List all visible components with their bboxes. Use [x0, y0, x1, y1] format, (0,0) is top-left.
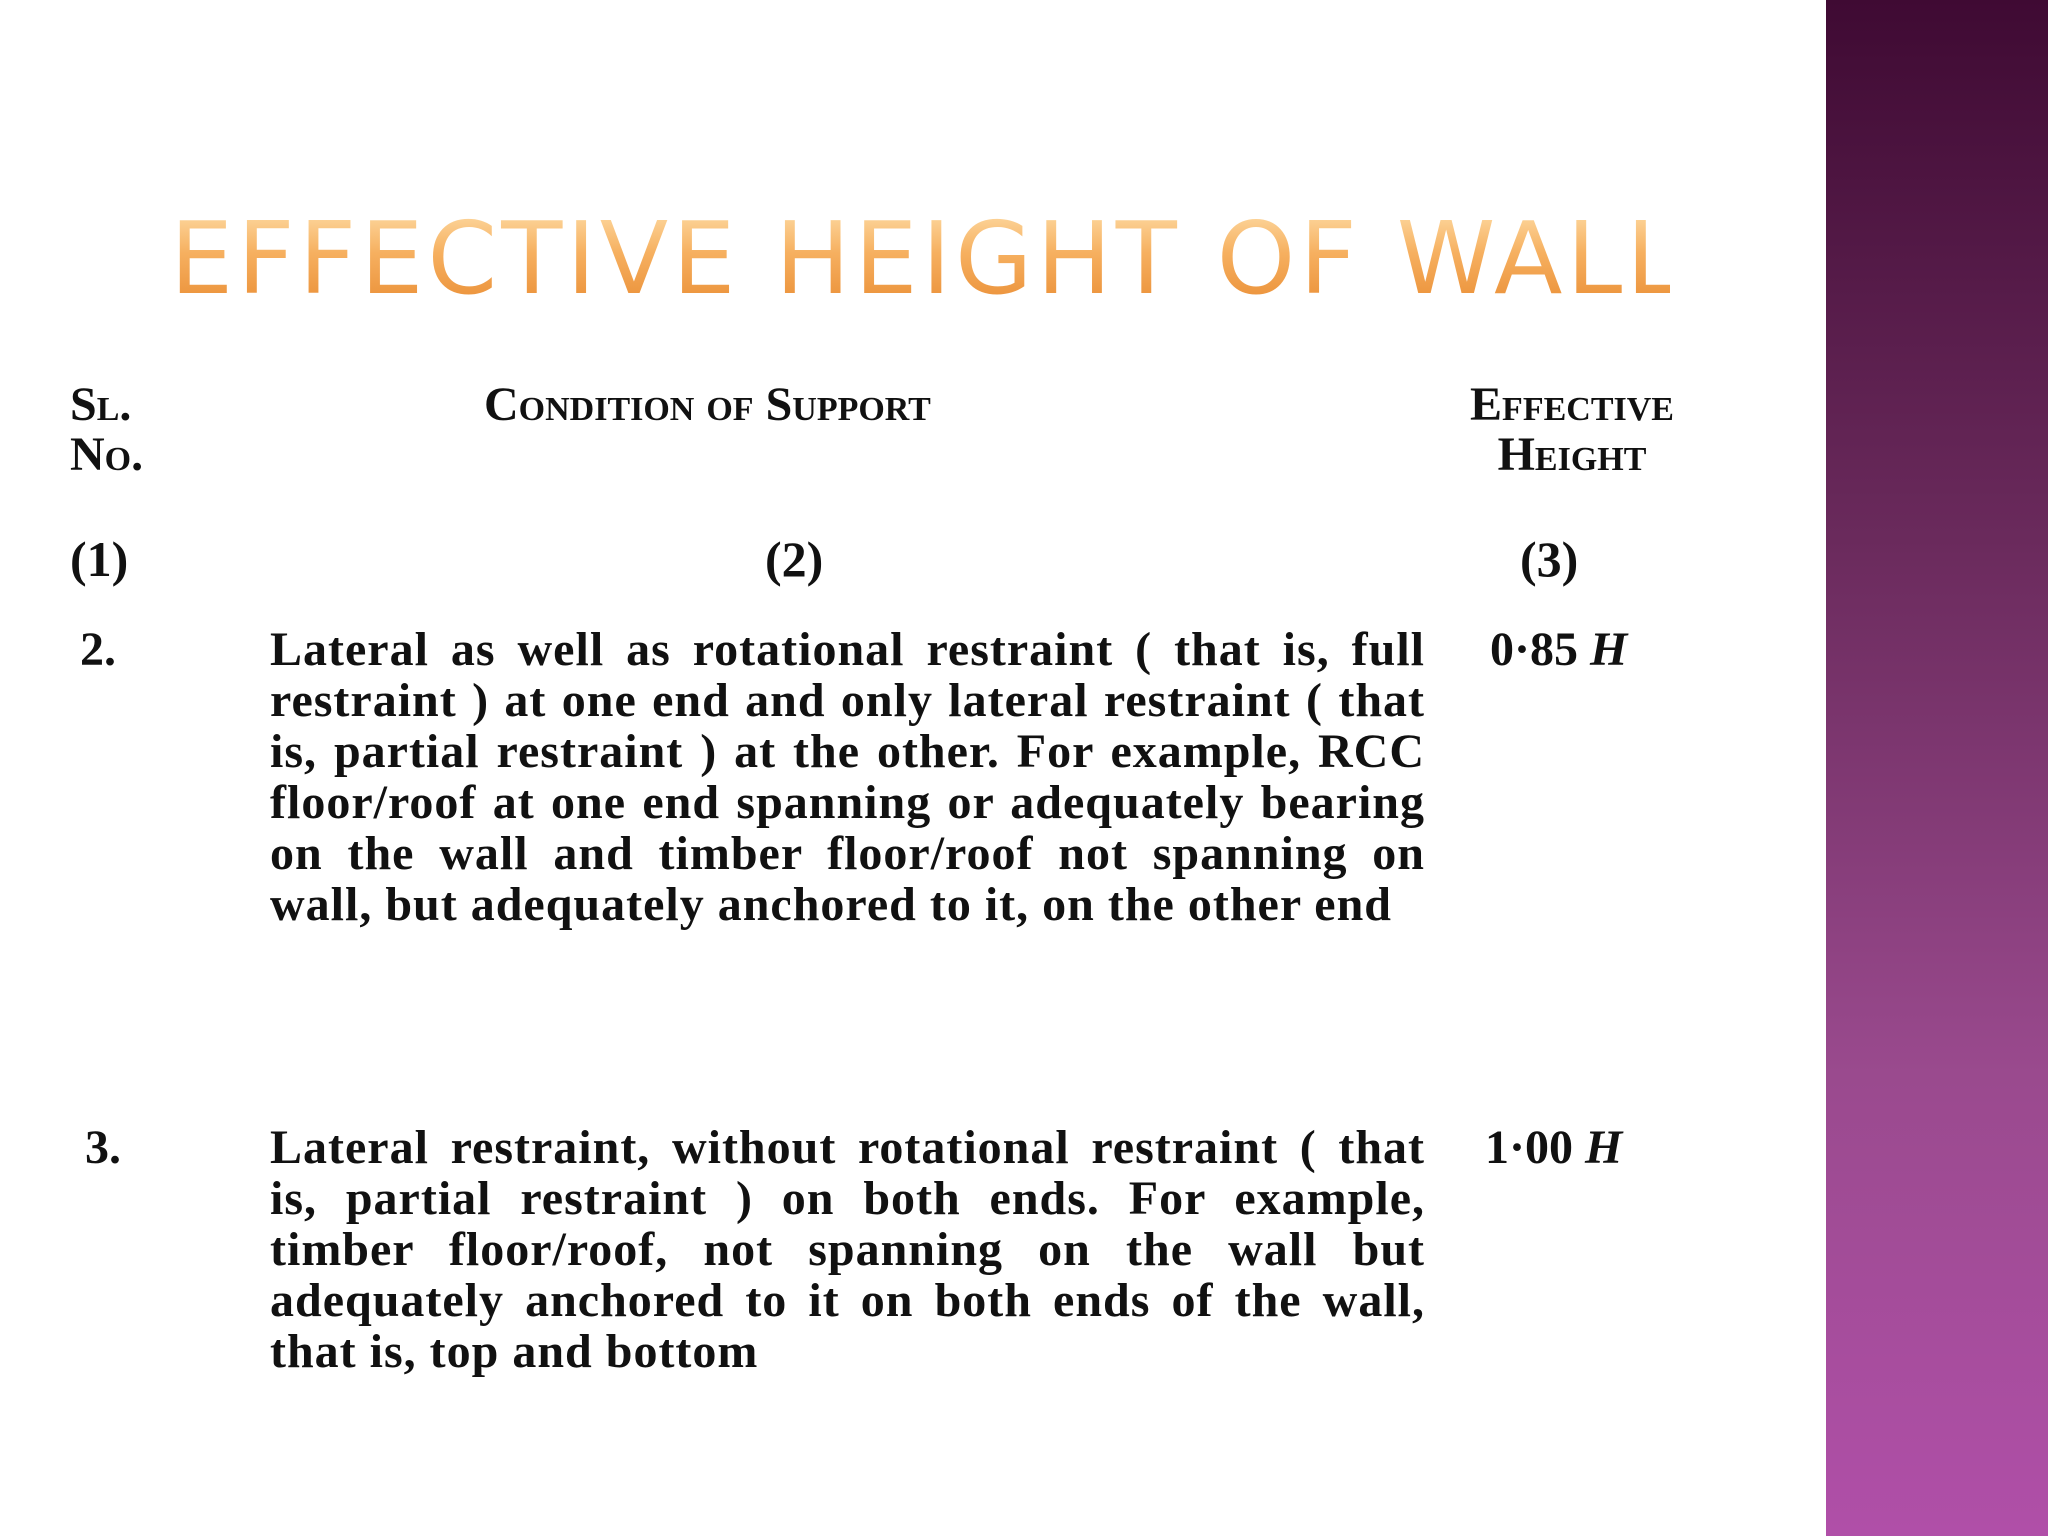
header-condition: Condition of Support [484, 378, 931, 431]
header-sl-no: Sl. No. [70, 378, 144, 481]
column-number-2: (2) [765, 531, 824, 587]
row-3-effective-value: 1·00 [1485, 1121, 1574, 1174]
row-2-effective-unit: H [1590, 623, 1628, 676]
row-3-condition: Lateral restraint, without rotational restraint ( that is, partial restraint ) on both ends. For example, timber floor/roof, not spanning on the wall but adequately anchored to it on both ends of the wall, that is, top and bottom [270, 1121, 1425, 1378]
slide-title: EFFECTIVE HEIGHT OF WALLS [170, 200, 1754, 317]
row-2-sl-no: 2. [80, 623, 116, 676]
header-effective-height: Effective Height [1470, 378, 1674, 481]
column-number-3: (3) [1520, 531, 1579, 587]
support-conditions-table [60, 330, 1710, 1536]
column-number-1: (1) [70, 531, 129, 587]
decorative-sidebar [1826, 0, 2048, 1536]
row-3-sl-no: 3. [85, 1121, 121, 1174]
row-2-effective-height [1490, 622, 1627, 677]
row-3-effective-unit: H [1585, 1121, 1623, 1174]
row-2-effective-value: 0·85 [1490, 623, 1579, 676]
row-2-condition: Lateral as well as rotational restraint ( that is, full restraint ) at one end and only lateral restraint ( that is, partial restraint ) at the other. For example, RCC floor/roof at one end spanning or adequately bearing on the wall and timber floor/roof not spanning on wall, but adequately anchored to it, on the other end [270, 623, 1425, 931]
row-3-effective-height [1485, 1120, 1622, 1175]
